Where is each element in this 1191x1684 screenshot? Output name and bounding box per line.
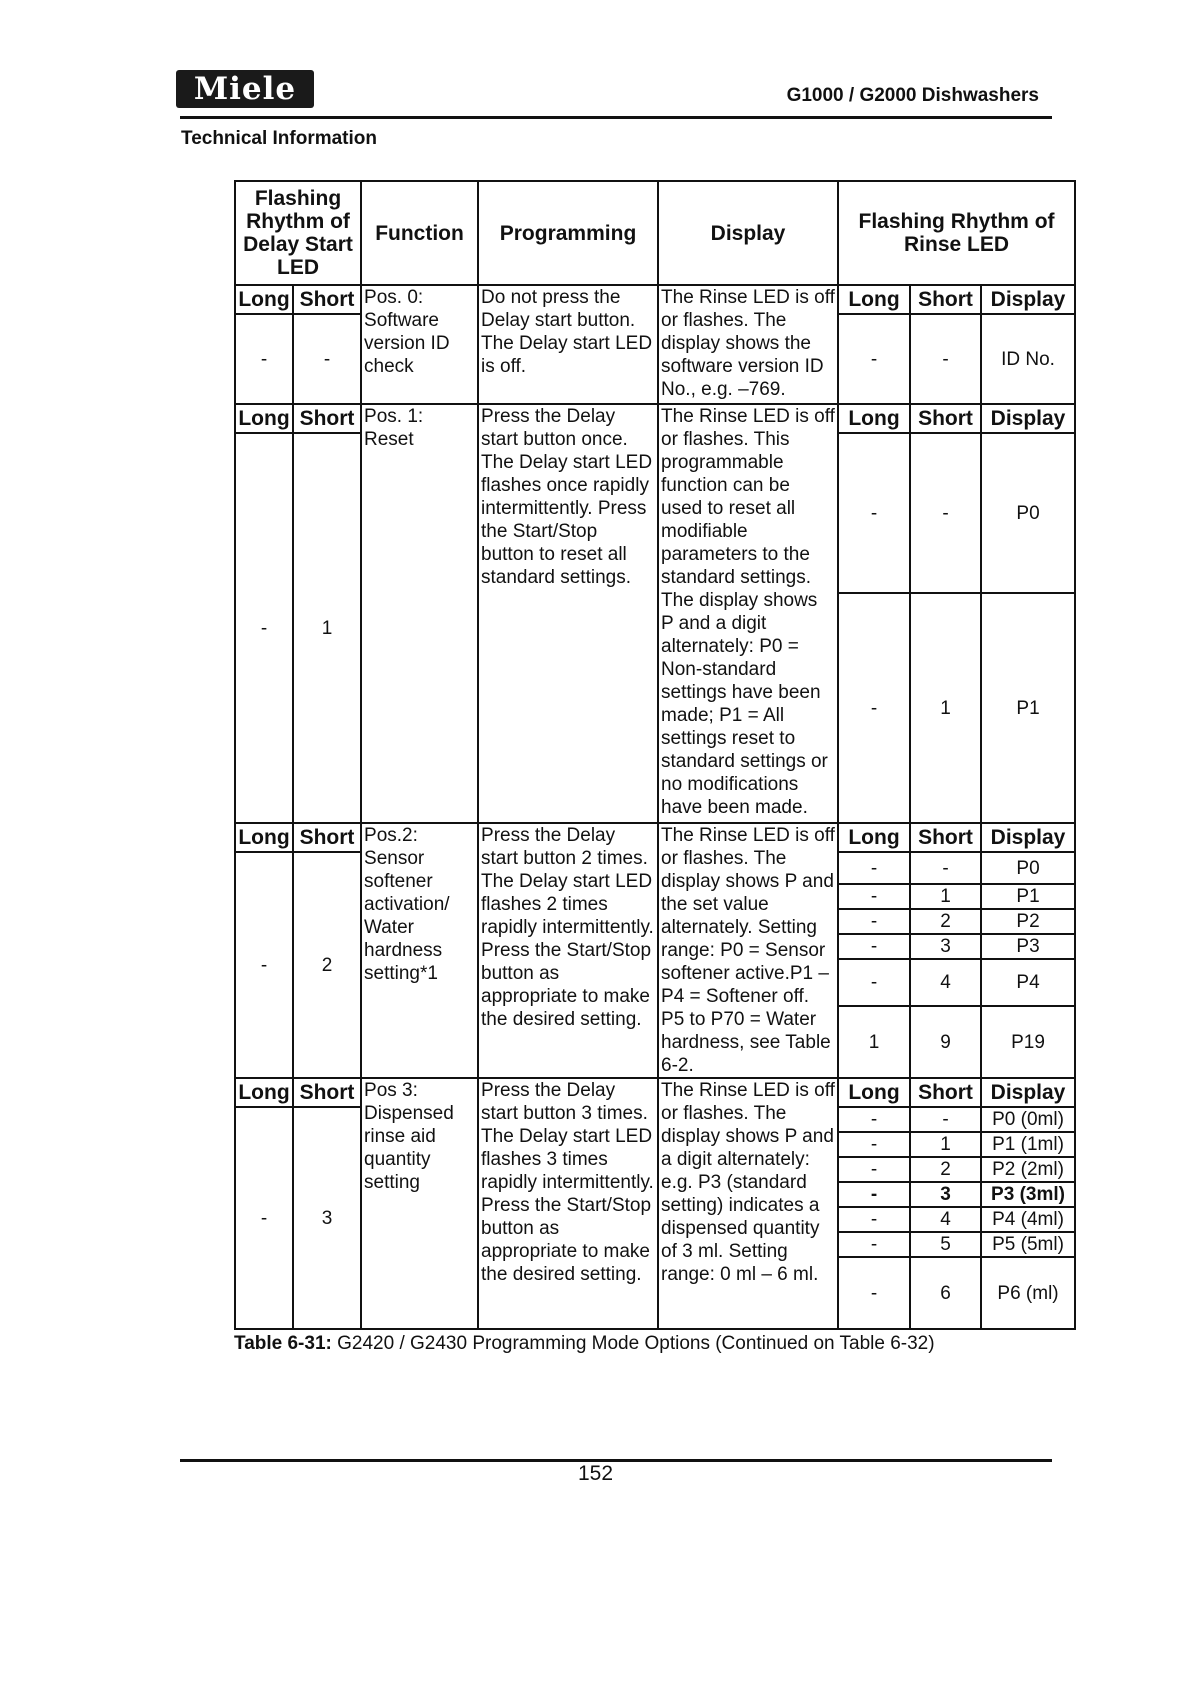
rinse-long-cell: - <box>838 959 910 1006</box>
display-cell: The Rinse LED is off or flashes. The display shows the software version ID No., e.g. –769. <box>658 285 838 404</box>
table-row <box>235 1078 1075 1107</box>
sub-header-short: Short <box>910 1078 981 1107</box>
sub-header-long: Long <box>838 1078 910 1107</box>
header-rule <box>180 116 1052 119</box>
delay-long-cell: - <box>235 852 293 1078</box>
page-number: 152 <box>577 1462 614 1485</box>
delay-short-cell: 3 <box>293 1107 361 1329</box>
display-cell: The Rinse LED is off or flashes. This programmable function can be used to reset all modifiable parameters to the standard settings. The display shows P and a digit alternately: P0 = Non-standard settings have been made; P1 = All settings reset to standard settings or no modifications have been made. <box>658 404 838 823</box>
rinse-display-cell: P1 (1ml) <box>981 1132 1075 1157</box>
display-cell: The Rinse LED is off or flashes. The display shows P and the set value alternately. Setting range: P0 = Sensor softener active.P1 – P4 = Softener off. P5 to P70 = Water hardness, see Table 6-2. <box>658 823 838 1078</box>
delay-short-cell: - <box>293 314 361 404</box>
miele-logo: Miele <box>176 70 314 108</box>
programming-cell: Press the Delay start button 2 times. The Delay start LED flashes 2 times rapidly intermittently. Press the Start/Stop button as appropriate to make the desired setting. <box>478 823 658 1078</box>
rinse-display-cell: P3 (3ml) <box>981 1182 1075 1207</box>
rinse-short-cell: 6 <box>910 1257 981 1329</box>
rinse-short-cell: 3 <box>910 934 981 959</box>
rinse-short-cell: 1 <box>910 884 981 909</box>
delay-long-cell: - <box>235 433 293 823</box>
sub-header-short: Short <box>910 404 981 433</box>
rinse-display-cell: P2 <box>981 909 1075 934</box>
sub-header-long: Long <box>838 823 910 852</box>
rinse-long-cell: - <box>838 1132 910 1157</box>
rinse-short-cell: - <box>910 433 981 593</box>
function-cell: Pos 3: Dispensed rinse aid quantity setting <box>361 1078 478 1329</box>
sub-header-display: Display <box>981 404 1075 433</box>
sub-header-display: Display <box>981 1078 1075 1107</box>
table-row <box>235 823 1075 852</box>
caption-text: G2420 / G2430 Programming Mode Options (Continued on Table 6-32) <box>331 1333 935 1354</box>
delay-short-cell: 1 <box>293 433 361 823</box>
rinse-display-cell: P1 <box>981 593 1075 823</box>
rinse-short-cell: 4 <box>910 959 981 1006</box>
table-header-row <box>235 181 1075 285</box>
sub-header-short: Short <box>293 823 361 852</box>
sub-header-long: Long <box>235 823 293 852</box>
header-programming: Programming <box>478 181 658 285</box>
sub-header-display: Display <box>981 285 1075 314</box>
delay-short-cell: 2 <box>293 852 361 1078</box>
rinse-short-cell: 2 <box>910 909 981 934</box>
rinse-long-cell: - <box>838 314 910 404</box>
rinse-long-cell: - <box>838 1257 910 1329</box>
section-title: Technical Information <box>181 128 378 149</box>
delay-long-cell: - <box>235 1107 293 1329</box>
header-rinse-led: Flashing Rhythm of Rinse LED <box>838 181 1075 285</box>
rinse-long-cell: - <box>838 593 910 823</box>
header-delay-led: Flashing Rhythm of Delay Start LED <box>235 181 361 285</box>
sub-header-short: Short <box>293 1078 361 1107</box>
sub-header-long: Long <box>235 1078 293 1107</box>
sub-header-short: Short <box>293 285 361 314</box>
rinse-display-cell: P0 <box>981 433 1075 593</box>
rinse-display-cell: P1 <box>981 884 1075 909</box>
rinse-long-cell: - <box>838 1232 910 1257</box>
rinse-display-cell: P5 (5ml) <box>981 1232 1075 1257</box>
table-row <box>235 285 1075 314</box>
rinse-display-cell: P3 <box>981 934 1075 959</box>
document-title: G1000 / G2000 Dishwashers <box>786 85 1039 106</box>
rinse-display-cell: P0 <box>981 852 1075 884</box>
sub-header-short: Short <box>910 285 981 314</box>
rinse-long-cell: - <box>838 433 910 593</box>
sub-header-long: Long <box>235 285 293 314</box>
rinse-display-cell: P2 (2ml) <box>981 1157 1075 1182</box>
display-cell: The Rinse LED is off or flashes. The display shows P and a digit alternately: e.g. P3 (standard setting) indicates a dispensed quantity of 3 ml. Setting range: 0 ml – 6 ml. <box>658 1078 838 1329</box>
rinse-short-cell: 2 <box>910 1157 981 1182</box>
sub-header-short: Short <box>910 823 981 852</box>
sub-header-long: Long <box>838 404 910 433</box>
sub-header-long: Long <box>838 285 910 314</box>
rinse-display-cell: P19 <box>981 1006 1075 1078</box>
sub-header-display: Display <box>981 823 1075 852</box>
rinse-short-cell: 1 <box>910 593 981 823</box>
rinse-short-cell: 9 <box>910 1006 981 1078</box>
rinse-long-cell: - <box>838 934 910 959</box>
rinse-long-cell: 1 <box>838 1006 910 1078</box>
function-cell: Pos. 0: Software version ID check <box>361 285 478 404</box>
rinse-display-cell: P4 <box>981 959 1075 1006</box>
table-row <box>235 404 1075 433</box>
rinse-display-cell: ID No. <box>981 314 1075 404</box>
sub-header-long: Long <box>235 404 293 433</box>
rinse-short-cell: - <box>910 1107 981 1132</box>
programming-cell: Press the Delay start button 3 times. The Delay start LED flashes 3 times rapidly intermittently. Press the Start/Stop button as appropriate to make the desired setting. <box>478 1078 658 1329</box>
header-function: Function <box>361 181 478 285</box>
table-caption <box>234 1333 935 1355</box>
rinse-short-cell: 3 <box>910 1182 981 1207</box>
function-cell: Pos. 1: Reset <box>361 404 478 823</box>
programming-cell: Press the Delay start button once. The Delay start LED flashes once rapidly intermittently. Press the Start/Stop button to reset all standard settings. <box>478 404 658 823</box>
rinse-short-cell: - <box>910 314 981 404</box>
rinse-long-cell: - <box>838 1107 910 1132</box>
rinse-long-cell: - <box>838 852 910 884</box>
rinse-short-cell: 4 <box>910 1207 981 1232</box>
rinse-display-cell: P0 (0ml) <box>981 1107 1075 1132</box>
delay-long-cell: - <box>235 314 293 404</box>
function-cell: Pos.2: Sensor softener activation/ Water hardness setting*1 <box>361 823 478 1078</box>
rinse-long-cell: - <box>838 909 910 934</box>
rinse-short-cell: 5 <box>910 1232 981 1257</box>
programming-mode-table <box>234 180 1076 1330</box>
rinse-long-cell: - <box>838 1157 910 1182</box>
programming-cell: Do not press the Delay start button. The Delay start LED is off. <box>478 285 658 404</box>
rinse-display-cell: P4 (4ml) <box>981 1207 1075 1232</box>
caption-label: Table 6-31: <box>234 1333 332 1354</box>
rinse-long-cell: - <box>838 1182 910 1207</box>
rinse-short-cell: 1 <box>910 1132 981 1157</box>
rinse-long-cell: - <box>838 884 910 909</box>
sub-header-short: Short <box>293 404 361 433</box>
rinse-display-cell: P6 (ml) <box>981 1257 1075 1329</box>
rinse-short-cell: - <box>910 852 981 884</box>
header-display: Display <box>658 181 838 285</box>
rinse-long-cell: - <box>838 1207 910 1232</box>
